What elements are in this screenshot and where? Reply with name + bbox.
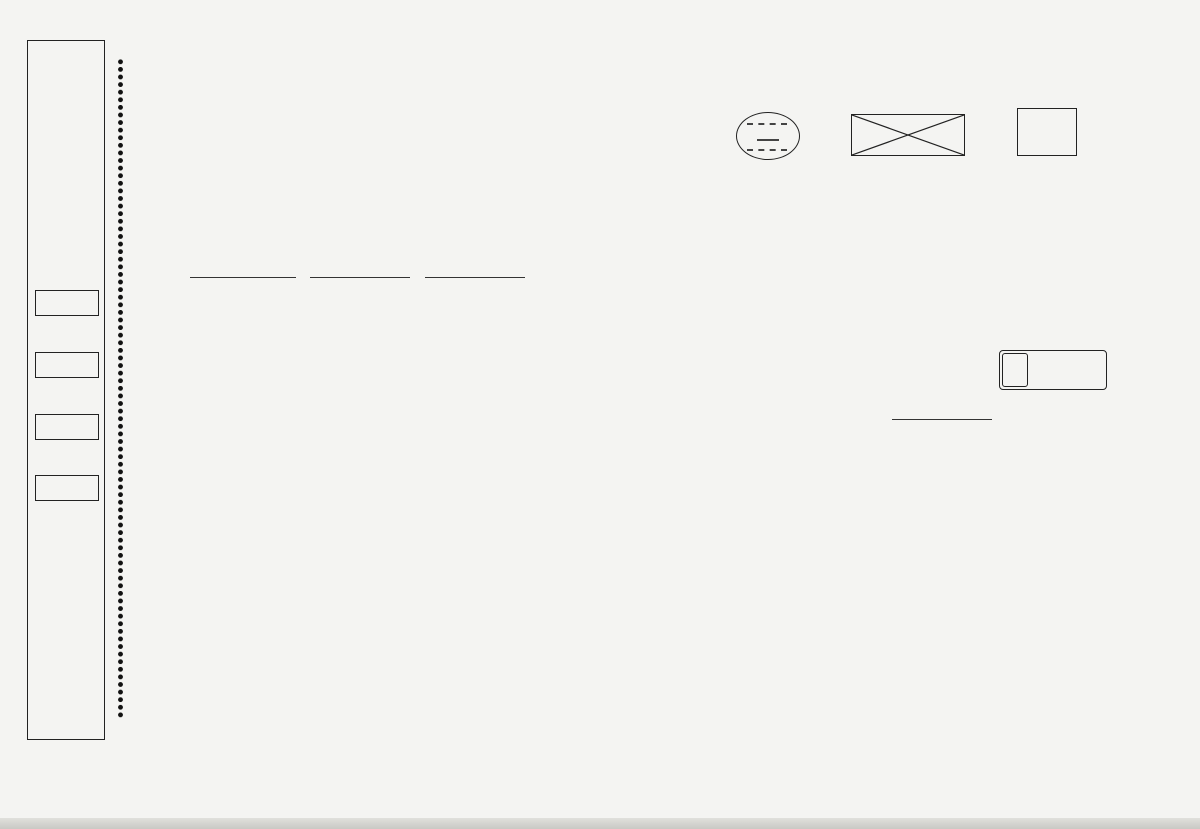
exam-number-field[interactable]: [35, 475, 99, 501]
name-field[interactable]: [35, 414, 99, 440]
s3-q5-blank[interactable]: [892, 419, 992, 420]
q2-blank-3[interactable]: [425, 277, 525, 278]
shoe-pairs-figure: [736, 112, 800, 160]
triangles-figure: [851, 114, 965, 156]
page-bottom-edge: [0, 818, 1200, 829]
wheels-figure: [999, 350, 1107, 390]
triangles-figure-lines: [852, 115, 964, 155]
q2-blank-1[interactable]: [190, 277, 296, 278]
seal-margin-box: [27, 40, 105, 740]
class-field[interactable]: [35, 352, 99, 378]
q2-blank-2[interactable]: [310, 277, 410, 278]
wheels-group-box: [1002, 353, 1028, 387]
hearts-figure: [1017, 108, 1077, 156]
school-field[interactable]: [35, 290, 99, 316]
seal-dotted-line: [117, 58, 124, 718]
